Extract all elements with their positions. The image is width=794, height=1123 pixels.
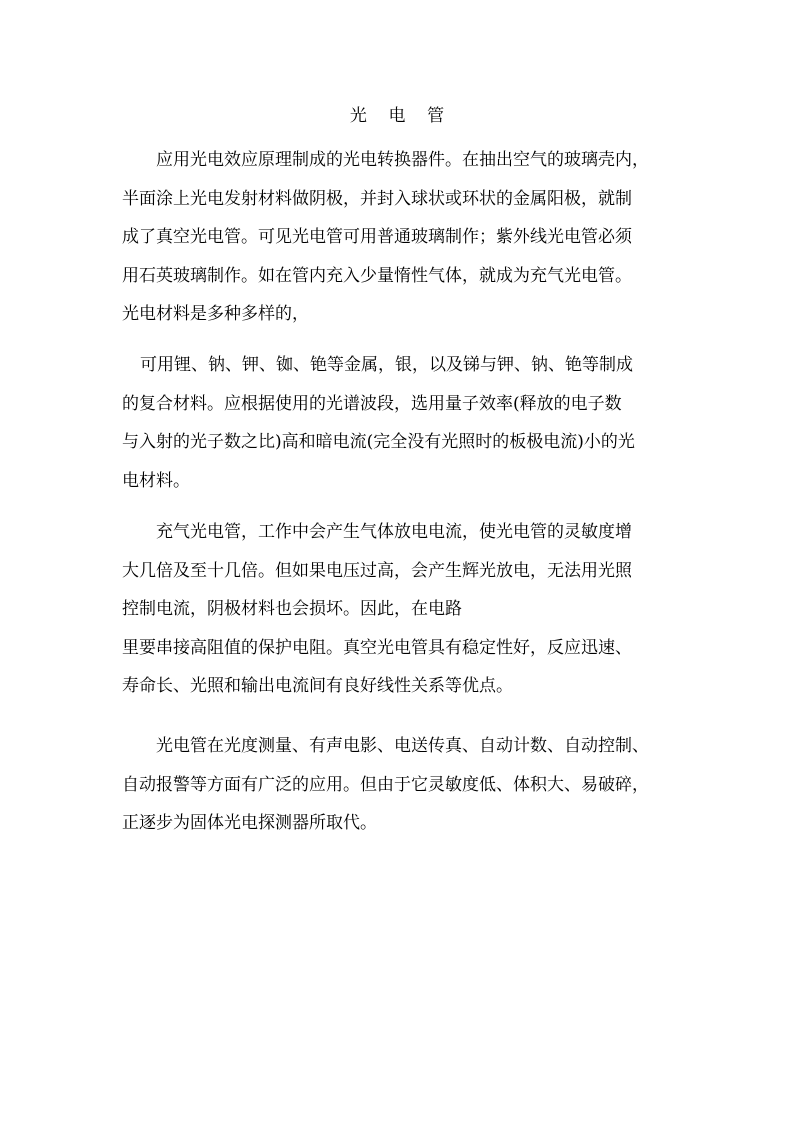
paragraph-line: 应用光电效应原理制成的光电转换器件。在抽出空气的玻璃壳内， [156,150,649,170]
paragraph-line: 寿命长、光照和输出电流间有良好线性关系等优点。 [122,676,513,696]
paragraph-2 [122,346,682,500]
paragraph-line: 里要串接高阻值的保护电阻。真空光电管具有稳定性好，反应迅速、 [122,637,632,658]
paragraph-line: 控制电流，阴极材料也会损坏。因此，在电路 [122,599,462,619]
paragraph-line: 半面涂上光电发射材料做阴极，并封入球状或环状的金属阳极，就制 [122,188,632,209]
paragraph-4 [122,727,682,843]
paragraph-line: 的复合材料。应根据使用的光谱波段，选用量子效率(释放的电子数 [122,393,622,414]
paragraph-3 [122,513,682,706]
paragraph-line: 成了真空光电管。可见光电管可用普通玻璃制作；紫外线光电管必须 [122,227,632,247]
document-title: 光 电 管 [349,106,445,126]
paragraph-line: 光电管在光度测量、有声电影、电送传真、自动计数、自动控制、 [156,736,649,756]
paragraph-line: 可用锂、钠、钾、铷、铯等金属，银，以及锑与钾、钠、铯等制成 [140,355,633,375]
paragraph-line: 正逐步为固体光电探测器所取代。 [122,813,377,833]
paragraph-line: 大几倍及至十几倍。但如果电压过高，会产生辉光放电，无法用光照 [122,560,632,581]
paragraph-line: 用石英玻璃制作。如在管内充入少量惰性气体，就成为充气光电管。 [122,265,632,286]
paragraph-line: 与入射的光子数之比)高和暗电流(完全没有光照时的板极电流)小的光 [122,432,635,452]
paragraph-line: 自动报警等方面有广泛的应用。但由于它灵敏度低、体积大、易破碎， [122,774,649,795]
paragraph-line: 充气光电管，工作中会产生气体放电电流，使光电管的灵敏度增 [156,522,632,542]
paragraph-line: 电材料。 [122,470,190,491]
paragraph-1 [122,141,682,334]
paragraph-line: 光电材料是多种多样的， [122,304,309,324]
